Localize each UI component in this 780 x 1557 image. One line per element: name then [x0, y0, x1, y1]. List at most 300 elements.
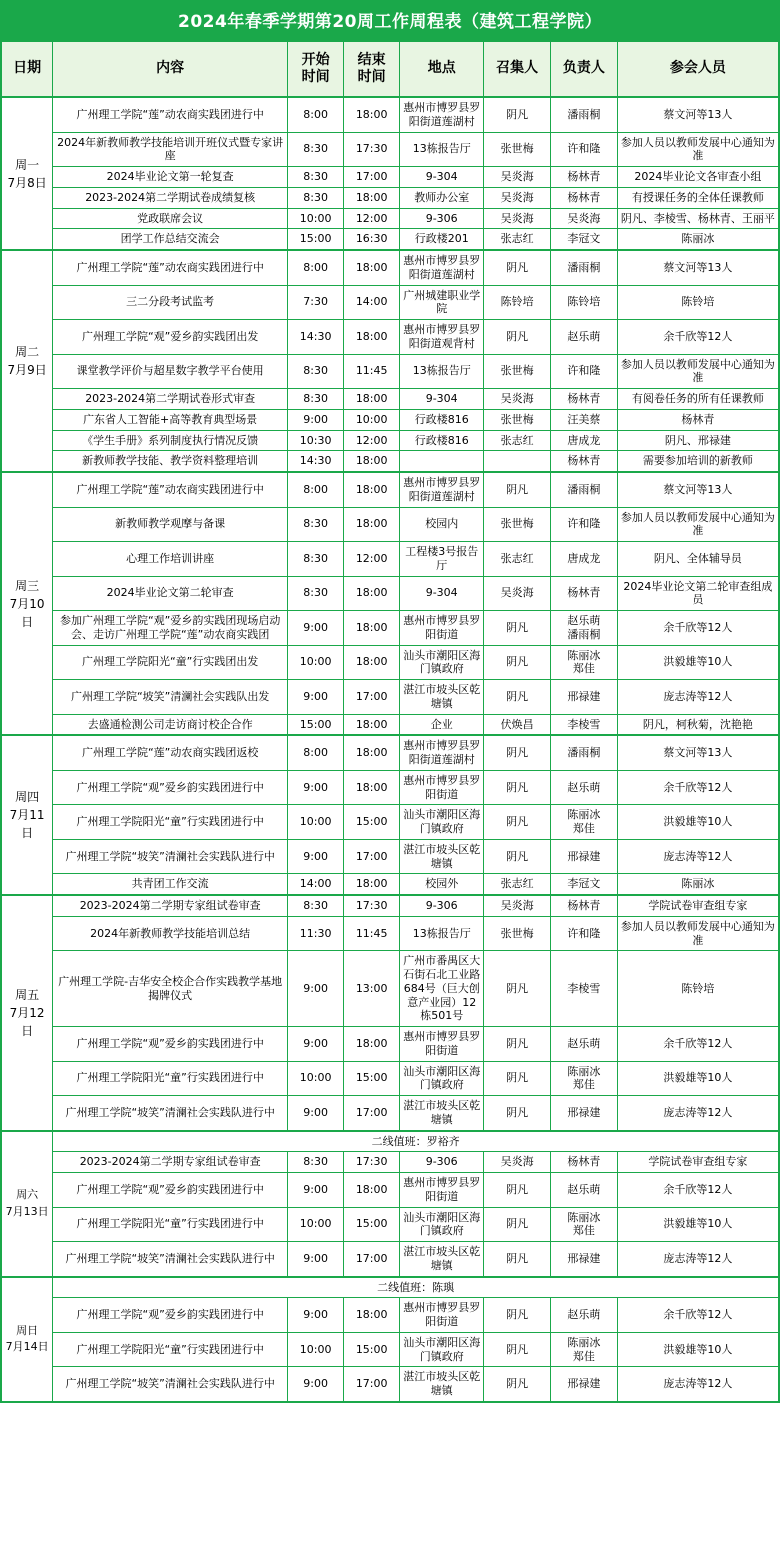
end-time: 18:00	[344, 874, 400, 895]
day-label-cell	[1, 250, 53, 472]
activity-content: 广州理工学院“莲”动农商实践团进行中	[53, 97, 288, 132]
table-row	[1, 1298, 779, 1333]
start-time: 8:00	[288, 472, 344, 507]
start-time: 8:30	[288, 167, 344, 188]
owner: 杨林青	[551, 895, 618, 916]
owner: 杨林青	[551, 1152, 618, 1173]
start-time: 10:00	[288, 1332, 344, 1367]
owner: 潘雨桐	[551, 97, 618, 132]
owner: 邢禄建	[551, 680, 618, 715]
start-time: 11:30	[288, 916, 344, 951]
end-time: 18:00	[344, 1027, 400, 1062]
table-row	[1, 542, 779, 577]
day-label-weekday: 周六	[16, 1188, 39, 1201]
place: 广州城建职业学院	[400, 285, 484, 320]
place: 13栋报告厅	[400, 132, 484, 167]
caller: 张世梅	[484, 132, 551, 167]
day-label-weekday: 周四	[15, 790, 40, 805]
end-time: 18:00	[344, 611, 400, 646]
caller: 吴炎海	[484, 1152, 551, 1173]
col-header-start-line1: 开始	[301, 51, 330, 68]
schedule-body	[1, 97, 779, 1402]
caller: 吴炎海	[484, 389, 551, 410]
place: 湛江市坡头区乾塘镇	[400, 839, 484, 874]
place: 校园内	[400, 507, 484, 542]
attendees: 陈丽冰	[617, 229, 779, 250]
table-row	[1, 1277, 779, 1298]
owner: 赵乐萌	[551, 320, 618, 355]
start-time: 8:00	[288, 250, 344, 285]
table-row	[1, 951, 779, 1027]
start-time: 10:00	[288, 645, 344, 680]
table-row	[1, 229, 779, 250]
place: 惠州市博罗县罗阳街道莲湖村	[400, 97, 484, 132]
activity-content: 2024年新教师教学技能培训开班仪式暨专家讲座	[53, 132, 288, 167]
attendees: 蔡文河等13人	[617, 97, 779, 132]
activity-content: 2024年新教师教学技能培训总结	[53, 916, 288, 951]
table-row	[1, 805, 779, 840]
end-time: 17:30	[344, 1152, 400, 1173]
day-label-cell	[1, 895, 53, 1131]
owner: 汪美蔡	[551, 409, 618, 430]
col-header-caller: 召集人	[484, 41, 551, 97]
end-time: 18:00	[344, 451, 400, 472]
col-header-place: 地点	[400, 41, 484, 97]
activity-content: 2024毕业论文第二轮审查	[53, 576, 288, 611]
activity-content: 去盛通检测公司走访商讨校企合作	[53, 714, 288, 735]
table-row	[1, 167, 779, 188]
owner: 陈铃培	[551, 285, 618, 320]
table-row	[1, 895, 779, 916]
caller: 阴凡	[484, 1298, 551, 1333]
caller: 阴凡	[484, 680, 551, 715]
attendees: 陈铃培	[617, 951, 779, 1027]
attendees: 庞志涛等12人	[617, 839, 779, 874]
table-row	[1, 409, 779, 430]
owner: 陈丽冰 郑佳	[551, 805, 618, 840]
day-label-weekday: 周一	[15, 157, 40, 172]
end-time: 15:00	[344, 1207, 400, 1242]
table-row	[1, 680, 779, 715]
table-row	[1, 187, 779, 208]
owner: 杨林青	[551, 167, 618, 188]
table-row	[1, 285, 779, 320]
activity-content: 广州理工学院“坡笑”清澜社会实践队进行中	[53, 1367, 288, 1402]
col-header-end-line1: 结束	[357, 51, 386, 68]
activity-content: 广州理工学院阳光“童”行实践团进行中	[53, 1207, 288, 1242]
start-time: 15:00	[288, 714, 344, 735]
place: 工程楼3号报告厅	[400, 542, 484, 577]
start-time: 9:00	[288, 680, 344, 715]
attendees: 余千欣等12人	[617, 770, 779, 805]
attendees: 学院试卷审查组专家	[617, 895, 779, 916]
start-time: 10:00	[288, 208, 344, 229]
attendees: 洪毅雄等10人	[617, 1332, 779, 1367]
start-time: 10:00	[288, 1207, 344, 1242]
table-row	[1, 472, 779, 507]
caller: 阴凡	[484, 839, 551, 874]
end-time: 18:00	[344, 389, 400, 410]
start-time: 10:00	[288, 805, 344, 840]
start-time: 9:00	[288, 1096, 344, 1131]
activity-content: 广州理工学院阳光“童”行实践团出发	[53, 645, 288, 680]
activity-content: 《学生手册》系列制度执行情况反馈	[53, 430, 288, 451]
owner: 唐成龙	[551, 542, 618, 577]
place: 9-306	[400, 1152, 484, 1173]
table-row	[1, 250, 779, 285]
place: 9-306	[400, 895, 484, 916]
owner: 邢禄建	[551, 1096, 618, 1131]
end-time: 18:00	[344, 735, 400, 770]
place: 行政楼816	[400, 409, 484, 430]
start-time: 8:30	[288, 187, 344, 208]
activity-content: 广州理工学院“观”爱乡韵实践团进行中	[53, 1298, 288, 1333]
place: 9-304	[400, 167, 484, 188]
caller: 张志红	[484, 430, 551, 451]
table-row	[1, 97, 779, 132]
place: 汕头市潮阳区海门镇政府	[400, 1207, 484, 1242]
owner: 许和隆	[551, 916, 618, 951]
attendees: 余千欣等12人	[617, 1298, 779, 1333]
end-time: 17:00	[344, 167, 400, 188]
place: 惠州市博罗县罗阳街道莲湖村	[400, 735, 484, 770]
attendees: 有阅卷任务的所有任课教师	[617, 389, 779, 410]
owner: 陈丽冰 郑佳	[551, 1061, 618, 1096]
place: 湛江市坡头区乾塘镇	[400, 680, 484, 715]
owner: 潘雨桐	[551, 735, 618, 770]
attendees: 庞志涛等12人	[617, 680, 779, 715]
activity-content: 2023-2024第二学期试卷形式审查	[53, 389, 288, 410]
caller: 阴凡	[484, 250, 551, 285]
col-header-end	[344, 41, 400, 97]
table-row	[1, 874, 779, 895]
day-label-cell	[1, 97, 53, 250]
end-time: 15:00	[344, 805, 400, 840]
caller: 阴凡	[484, 611, 551, 646]
activity-content: 广州理工学院阳光“童”行实践团进行中	[53, 805, 288, 840]
table-row	[1, 916, 779, 951]
place: 惠州市博罗县罗阳街道	[400, 1173, 484, 1208]
table-row	[1, 1096, 779, 1131]
end-time: 17:00	[344, 1096, 400, 1131]
caller: 陈铃培	[484, 285, 551, 320]
place: 广州市番禺区大石街石北工业路684号（巨大创意产业园）12栋501号	[400, 951, 484, 1027]
table-row	[1, 1152, 779, 1173]
place: 惠州市博罗县罗阳街道	[400, 1027, 484, 1062]
table-row	[1, 1131, 779, 1152]
attendees: 洪毅雄等10人	[617, 645, 779, 680]
activity-content: 参加广州理工学院“观”爱乡韵实践团现场启动会、走访广州理工学院“莲”动农商实践团	[53, 611, 288, 646]
start-time: 10:30	[288, 430, 344, 451]
owner: 杨林青	[551, 389, 618, 410]
owner: 赵乐萌	[551, 770, 618, 805]
col-header-content: 内容	[53, 41, 288, 97]
attendees: 庞志涛等12人	[617, 1242, 779, 1277]
caller: 张世梅	[484, 507, 551, 542]
place: 汕头市潮阳区海门镇政府	[400, 645, 484, 680]
activity-content: 广州理工学院“坡笑”清澜社会实践队出发	[53, 680, 288, 715]
end-time: 16:30	[344, 229, 400, 250]
place: 惠州市博罗县罗阳街道观背村	[400, 320, 484, 355]
owner: 杨林青	[551, 576, 618, 611]
start-time: 9:00	[288, 611, 344, 646]
end-time: 18:00	[344, 1173, 400, 1208]
table-row	[1, 320, 779, 355]
attendees: 杨林青	[617, 409, 779, 430]
table-row	[1, 1367, 779, 1402]
duty-note: 二线值班：罗裕齐	[53, 1131, 779, 1152]
start-time: 8:30	[288, 1152, 344, 1173]
attendees: 阴凡、邢禄建	[617, 430, 779, 451]
caller: 吴炎海	[484, 895, 551, 916]
activity-content: 广东省人工智能+高等教育典型场景	[53, 409, 288, 430]
place: 汕头市潮阳区海门镇政府	[400, 1332, 484, 1367]
place	[400, 451, 484, 472]
table-row	[1, 132, 779, 167]
day-label-weekday: 周五	[15, 987, 40, 1002]
place: 惠州市博罗县罗阳街道莲湖村	[400, 250, 484, 285]
attendees: 余千欣等12人	[617, 320, 779, 355]
activity-content: 2024毕业论文第一轮复查	[53, 167, 288, 188]
place: 湛江市坡头区乾塘镇	[400, 1096, 484, 1131]
start-time: 9:00	[288, 1173, 344, 1208]
caller: 阴凡	[484, 1207, 551, 1242]
table-row	[1, 576, 779, 611]
caller: 吴炎海	[484, 576, 551, 611]
owner: 邢禄建	[551, 839, 618, 874]
table-row	[1, 735, 779, 770]
start-time: 8:30	[288, 132, 344, 167]
owner: 吴炎海	[551, 208, 618, 229]
end-time: 18:00	[344, 576, 400, 611]
end-time: 18:00	[344, 1298, 400, 1333]
end-time: 18:00	[344, 472, 400, 507]
activity-content: 2023-2024第二学期专家组试卷审查	[53, 895, 288, 916]
caller: 阴凡	[484, 1173, 551, 1208]
activity-content: 广州理工学院阳光“童”行实践团进行中	[53, 1061, 288, 1096]
caller: 阴凡	[484, 645, 551, 680]
caller: 阴凡	[484, 97, 551, 132]
attendees: 有授课任务的全体任课教师	[617, 187, 779, 208]
place: 9-306	[400, 208, 484, 229]
col-header-start-line2: 时间	[301, 69, 330, 85]
day-label-weekday: 周三	[15, 578, 40, 593]
place: 汕头市潮阳区海门镇政府	[400, 805, 484, 840]
table-row	[1, 1207, 779, 1242]
start-time: 8:30	[288, 542, 344, 577]
owner: 赵乐萌	[551, 1173, 618, 1208]
activity-content: 共青团工作交流	[53, 874, 288, 895]
end-time: 17:00	[344, 839, 400, 874]
table-row	[1, 770, 779, 805]
day-label-cell	[1, 1131, 53, 1277]
caller: 吴炎海	[484, 187, 551, 208]
col-header-end-line2: 时间	[357, 69, 386, 85]
owner: 李棱雪	[551, 714, 618, 735]
caller: 阴凡	[484, 805, 551, 840]
start-time: 8:30	[288, 895, 344, 916]
start-time: 8:30	[288, 389, 344, 410]
attendees: 蔡文河等13人	[617, 735, 779, 770]
end-time: 12:00	[344, 208, 400, 229]
start-time: 14:00	[288, 874, 344, 895]
caller: 阴凡	[484, 1332, 551, 1367]
caller: 阴凡	[484, 472, 551, 507]
owner: 赵乐萌	[551, 1298, 618, 1333]
owner: 杨林青	[551, 451, 618, 472]
attendees: 陈丽冰	[617, 874, 779, 895]
activity-content: 广州理工学院“莲”动农商实践团返校	[53, 735, 288, 770]
owner: 许和隆	[551, 132, 618, 167]
place: 惠州市博罗县罗阳街道莲湖村	[400, 472, 484, 507]
owner: 许和隆	[551, 354, 618, 389]
attendees: 阴凡、李棱雪、杨林青、王丽平	[617, 208, 779, 229]
attendees: 阴凡，柯秋菊，沈艳艳	[617, 714, 779, 735]
start-time: 8:00	[288, 97, 344, 132]
caller: 张志红	[484, 542, 551, 577]
day-label-date: 7月10日	[9, 596, 45, 629]
activity-content: 新教师教学观摩与备课	[53, 507, 288, 542]
table-row	[1, 451, 779, 472]
duty-note: 二线值班：陈璵	[53, 1277, 779, 1298]
activity-content: 广州理工学院“观”爱乡韵实践团出发	[53, 320, 288, 355]
day-label-date: 7月14日	[5, 1340, 49, 1354]
attendees: 2024毕业论文第二轮审查组成员	[617, 576, 779, 611]
activity-content: 广州理工学院-吉华安全校企合作实践教学基地揭牌仪式	[53, 951, 288, 1027]
day-label-date: 7月9日	[7, 363, 47, 377]
caller: 阴凡	[484, 770, 551, 805]
activity-content: 广州理工学院“坡笑”清澜社会实践队进行中	[53, 839, 288, 874]
end-time: 18:00	[344, 507, 400, 542]
attendees: 洪毅雄等10人	[617, 805, 779, 840]
activity-content: 团学工作总结交流会	[53, 229, 288, 250]
start-time: 9:00	[288, 1242, 344, 1277]
end-time: 18:00	[344, 320, 400, 355]
owner: 李棱雪	[551, 951, 618, 1027]
place: 9-304	[400, 389, 484, 410]
activity-content: 广州理工学院“坡笑”清澜社会实践队进行中	[53, 1242, 288, 1277]
start-time: 9:00	[288, 951, 344, 1027]
attendees: 需要参加培训的新教师	[617, 451, 779, 472]
owner: 潘雨桐	[551, 250, 618, 285]
attendees: 洪毅雄等10人	[617, 1207, 779, 1242]
table-row	[1, 1332, 779, 1367]
table-header-row	[1, 41, 779, 97]
owner: 许和隆	[551, 507, 618, 542]
place: 行政楼816	[400, 430, 484, 451]
owner: 李冠文	[551, 874, 618, 895]
caller: 阴凡	[484, 1061, 551, 1096]
caller: 阴凡	[484, 320, 551, 355]
day-label-date: 7月13日	[5, 1204, 49, 1218]
table-row	[1, 645, 779, 680]
end-time: 11:45	[344, 354, 400, 389]
col-header-date: 日期	[1, 41, 53, 97]
end-time: 17:00	[344, 1367, 400, 1402]
end-time: 11:45	[344, 916, 400, 951]
owner: 邢禄建	[551, 1367, 618, 1402]
day-label-weekday: 周二	[15, 345, 40, 359]
end-time: 15:00	[344, 1061, 400, 1096]
table-row	[1, 1027, 779, 1062]
end-time: 13:00	[344, 951, 400, 1027]
start-time: 9:00	[288, 1298, 344, 1333]
place: 13栋报告厅	[400, 354, 484, 389]
activity-content: 广州理工学院“坡笑”清澜社会实践队进行中	[53, 1096, 288, 1131]
owner: 陈丽冰 郑佳	[551, 1332, 618, 1367]
attendees: 陈铃培	[617, 285, 779, 320]
end-time: 18:00	[344, 645, 400, 680]
place: 校园外	[400, 874, 484, 895]
day-label-date: 7月8日	[7, 175, 47, 190]
owner: 陈丽冰 郑佳	[551, 645, 618, 680]
col-header-start	[288, 41, 344, 97]
start-time: 9:00	[288, 839, 344, 874]
attendees: 2024毕业论文各审查小组	[617, 167, 779, 188]
attendees: 洪毅雄等10人	[617, 1061, 779, 1096]
table-row	[1, 1173, 779, 1208]
end-time: 18:00	[344, 714, 400, 735]
place: 汕头市潮阳区海门镇政府	[400, 1061, 484, 1096]
end-time: 18:00	[344, 97, 400, 132]
day-label-cell	[1, 472, 53, 735]
attendees: 余千欣等12人	[617, 611, 779, 646]
caller: 伏焕昌	[484, 714, 551, 735]
table-row	[1, 354, 779, 389]
owner: 陈丽冰 郑佳	[551, 1207, 618, 1242]
col-header-owner: 负责人	[551, 41, 618, 97]
activity-content: 课堂教学评价与超星数字教学平台使用	[53, 354, 288, 389]
attendees: 庞志涛等12人	[617, 1367, 779, 1402]
caller: 阴凡	[484, 1096, 551, 1131]
table-row	[1, 1242, 779, 1277]
place: 企业	[400, 714, 484, 735]
place: 惠州市博罗县罗阳街道	[400, 1298, 484, 1333]
end-time: 18:00	[344, 187, 400, 208]
table-row	[1, 1061, 779, 1096]
activity-content: 广州理工学院“观”爱乡韵实践团进行中	[53, 1027, 288, 1062]
table-row	[1, 839, 779, 874]
end-time: 10:00	[344, 409, 400, 430]
start-time: 8:00	[288, 735, 344, 770]
attendees: 蔡文河等13人	[617, 472, 779, 507]
activity-content: 心理工作培训讲座	[53, 542, 288, 577]
day-label-date: 7月11日	[9, 808, 45, 841]
place: 惠州市博罗县罗阳街道	[400, 770, 484, 805]
owner: 赵乐萌 潘雨桐	[551, 611, 618, 646]
activity-content: 广州理工学院“观”爱乡韵实践团进行中	[53, 770, 288, 805]
start-time: 14:30	[288, 451, 344, 472]
place: 13栋报告厅	[400, 916, 484, 951]
day-label-date: 7月12日	[9, 1005, 45, 1038]
start-time: 9:00	[288, 1027, 344, 1062]
caller: 阴凡	[484, 735, 551, 770]
place: 教师办公室	[400, 187, 484, 208]
end-time: 17:30	[344, 132, 400, 167]
caller: 阴凡	[484, 1027, 551, 1062]
activity-content: 新教师教学技能、教学资料整理培训	[53, 451, 288, 472]
end-time: 12:00	[344, 430, 400, 451]
attendees: 参加人员以教师发展中心通知为准	[617, 916, 779, 951]
caller	[484, 451, 551, 472]
activity-content: 三二分段考试监考	[53, 285, 288, 320]
owner: 唐成龙	[551, 430, 618, 451]
activity-content: 广州理工学院阳光“童”行实践团进行中	[53, 1332, 288, 1367]
end-time: 18:00	[344, 770, 400, 805]
activity-content: 2023-2024第二学期专家组试卷审查	[53, 1152, 288, 1173]
day-label-cell	[1, 1277, 53, 1402]
caller: 张世梅	[484, 409, 551, 430]
